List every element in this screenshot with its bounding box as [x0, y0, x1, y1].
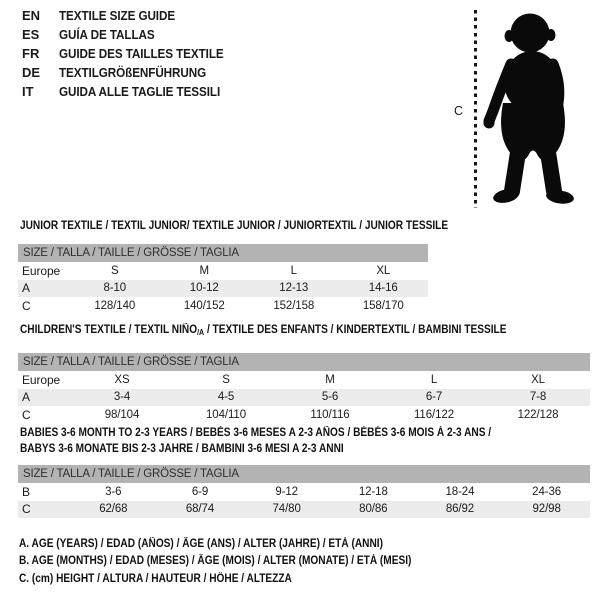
footnote-line: C. (cm) HEIGHT / ALTURA / HAUTEUR / HÖHE / ALTEZZA	[19, 572, 292, 585]
value-cell: 74/80	[272, 503, 301, 516]
size-header-bar: SIZE / TALLA / TAILLE / GRÖSSE / TAGLIA	[18, 353, 590, 371]
value-cell: S	[110, 264, 119, 277]
value-cell: 9-12	[275, 485, 298, 498]
value-cell: 24-36	[532, 485, 562, 498]
language-code: EN	[22, 8, 41, 23]
value-cell: XS	[114, 373, 130, 386]
row-label-cell: A	[22, 281, 30, 296]
language-code: IT	[22, 84, 34, 99]
table-row	[18, 389, 590, 407]
value-cell: 3-4	[113, 391, 131, 404]
language-guide-title: TEXTILE SIZE GUIDE	[59, 8, 176, 23]
value-cell: M	[325, 373, 335, 386]
height-measure-dashed-line	[474, 10, 477, 208]
babies-title-line2: BABYS 3-6 MONATE BIS 2-3 JAHRE / BAMBINI 3-6 MESI A 2-3 ANNI	[20, 442, 344, 455]
title-subscript: /A	[197, 328, 205, 337]
language-title-list	[22, 6, 242, 101]
language-guide-title: GUIDE DES TAILLES TEXTILE	[59, 46, 224, 61]
size-header-bar: SIZE / TALLA / TAILLE / GRÖSSE / TAGLIA	[18, 465, 590, 483]
table-row	[18, 280, 428, 298]
value-cell: L	[290, 264, 297, 277]
footnote-line: B. AGE (MONTHS) / EDAD (MESES) / ÂGE (MOIS) / ALTER (MONATE) / ETÀ (MESI)	[19, 555, 412, 568]
value-cell: 104/110	[205, 408, 247, 421]
value-cell: 6-9	[191, 485, 209, 498]
table-row	[18, 406, 590, 424]
value-cell: 18-24	[445, 485, 475, 498]
value-cell: 128/140	[94, 299, 136, 312]
children-size-table	[18, 371, 590, 424]
value-cell: 68/74	[185, 503, 215, 516]
language-code: DE	[22, 65, 41, 80]
language-row	[22, 82, 242, 101]
value-cell: 12-13	[279, 282, 309, 295]
junior-size-table	[18, 262, 428, 315]
row-label-cell: A	[22, 390, 30, 405]
baby-silhouette-icon	[481, 8, 585, 210]
height-measure-label: C	[454, 104, 464, 118]
value-cell: 3-6	[105, 485, 122, 498]
value-cell: 4-5	[217, 391, 235, 404]
language-row	[22, 44, 242, 63]
row-label-cell: Europe	[22, 263, 61, 278]
babies-title-line1: BABIES 3-6 MONTH TO 2-3 YEARS / BEBÉS 3-6 MESES A 2-3 AÑOS / BÉBÉS 3-6 MOIS À 2-3 ANS /	[20, 427, 492, 439]
babies-size-table	[18, 483, 590, 518]
children-textile-section	[18, 320, 590, 424]
row-label-cell: Europe	[22, 372, 61, 387]
value-cell: XL	[531, 373, 545, 386]
footnote-line: A. AGE (YEARS) / EDAD (AÑOS) / ÂGE (ANS) / ALTER (JAHRE) / ETÀ (ANNI)	[19, 538, 383, 550]
value-cell: 92/98	[532, 503, 561, 516]
value-cell: 62/68	[99, 503, 128, 516]
row-label-cell: C	[22, 502, 31, 517]
children-section-title: CHILDREN'S TEXTILE / TEXTIL NIÑO/A / TEXTILE DES ENFANTS / KINDERTEXTIL / BAMBINI TESSILE	[20, 324, 507, 337]
value-cell: 5-6	[321, 391, 339, 404]
table-row	[18, 262, 428, 280]
value-cell: 7-8	[529, 391, 547, 404]
language-code: FR	[22, 46, 40, 61]
language-row	[22, 25, 242, 44]
language-guide-title: TEXTILGRÖßENFÜHRUNG	[59, 65, 207, 80]
value-cell: 140/152	[183, 299, 225, 312]
value-cell: 110/116	[310, 408, 350, 421]
row-label-cell: B	[22, 484, 30, 499]
value-cell: S	[222, 373, 230, 386]
table-row	[18, 297, 428, 315]
row-label-cell: C	[22, 407, 31, 422]
value-cell: 80/86	[359, 503, 388, 516]
language-guide-title: GUIDA ALLE TAGLIE TESSILI	[59, 84, 221, 99]
table-row	[18, 371, 590, 389]
value-cell: 152/158	[273, 299, 315, 312]
language-row	[22, 6, 242, 25]
row-label-cell: C	[22, 298, 31, 313]
value-cell: 122/128	[517, 408, 559, 421]
junior-textile-section	[18, 216, 506, 315]
value-cell: 98/104	[104, 408, 140, 421]
size-header-bar: SIZE / TALLA / TAILLE / GRÖSSE / TAGLIA	[18, 244, 428, 262]
value-cell: 8-10	[103, 282, 127, 295]
babies-textile-section	[18, 426, 590, 518]
value-cell: 158/170	[362, 299, 404, 312]
value-cell: 116/122	[413, 408, 455, 421]
value-cell: 86/92	[445, 503, 475, 516]
junior-section-title: JUNIOR TEXTILE / TEXTIL JUNIOR/ TEXTILE JUNIOR / JUNIORTEXTIL / JUNIOR TESSILE	[20, 220, 449, 232]
language-code: ES	[22, 27, 40, 42]
babies-section-title	[20, 426, 491, 457]
language-row	[22, 63, 242, 82]
value-cell: 10-12	[189, 282, 219, 295]
table-row	[18, 501, 590, 519]
value-cell: 6-7	[425, 391, 443, 404]
value-cell: 14-16	[368, 282, 398, 295]
value-cell: XL	[376, 264, 391, 277]
language-guide-title: GUÍA DE TALLAS	[59, 27, 155, 42]
value-cell: M	[199, 264, 209, 277]
table-row	[18, 483, 590, 501]
value-cell: L	[430, 373, 438, 386]
value-cell: 12-18	[358, 485, 388, 498]
footnote-legend	[19, 536, 465, 588]
